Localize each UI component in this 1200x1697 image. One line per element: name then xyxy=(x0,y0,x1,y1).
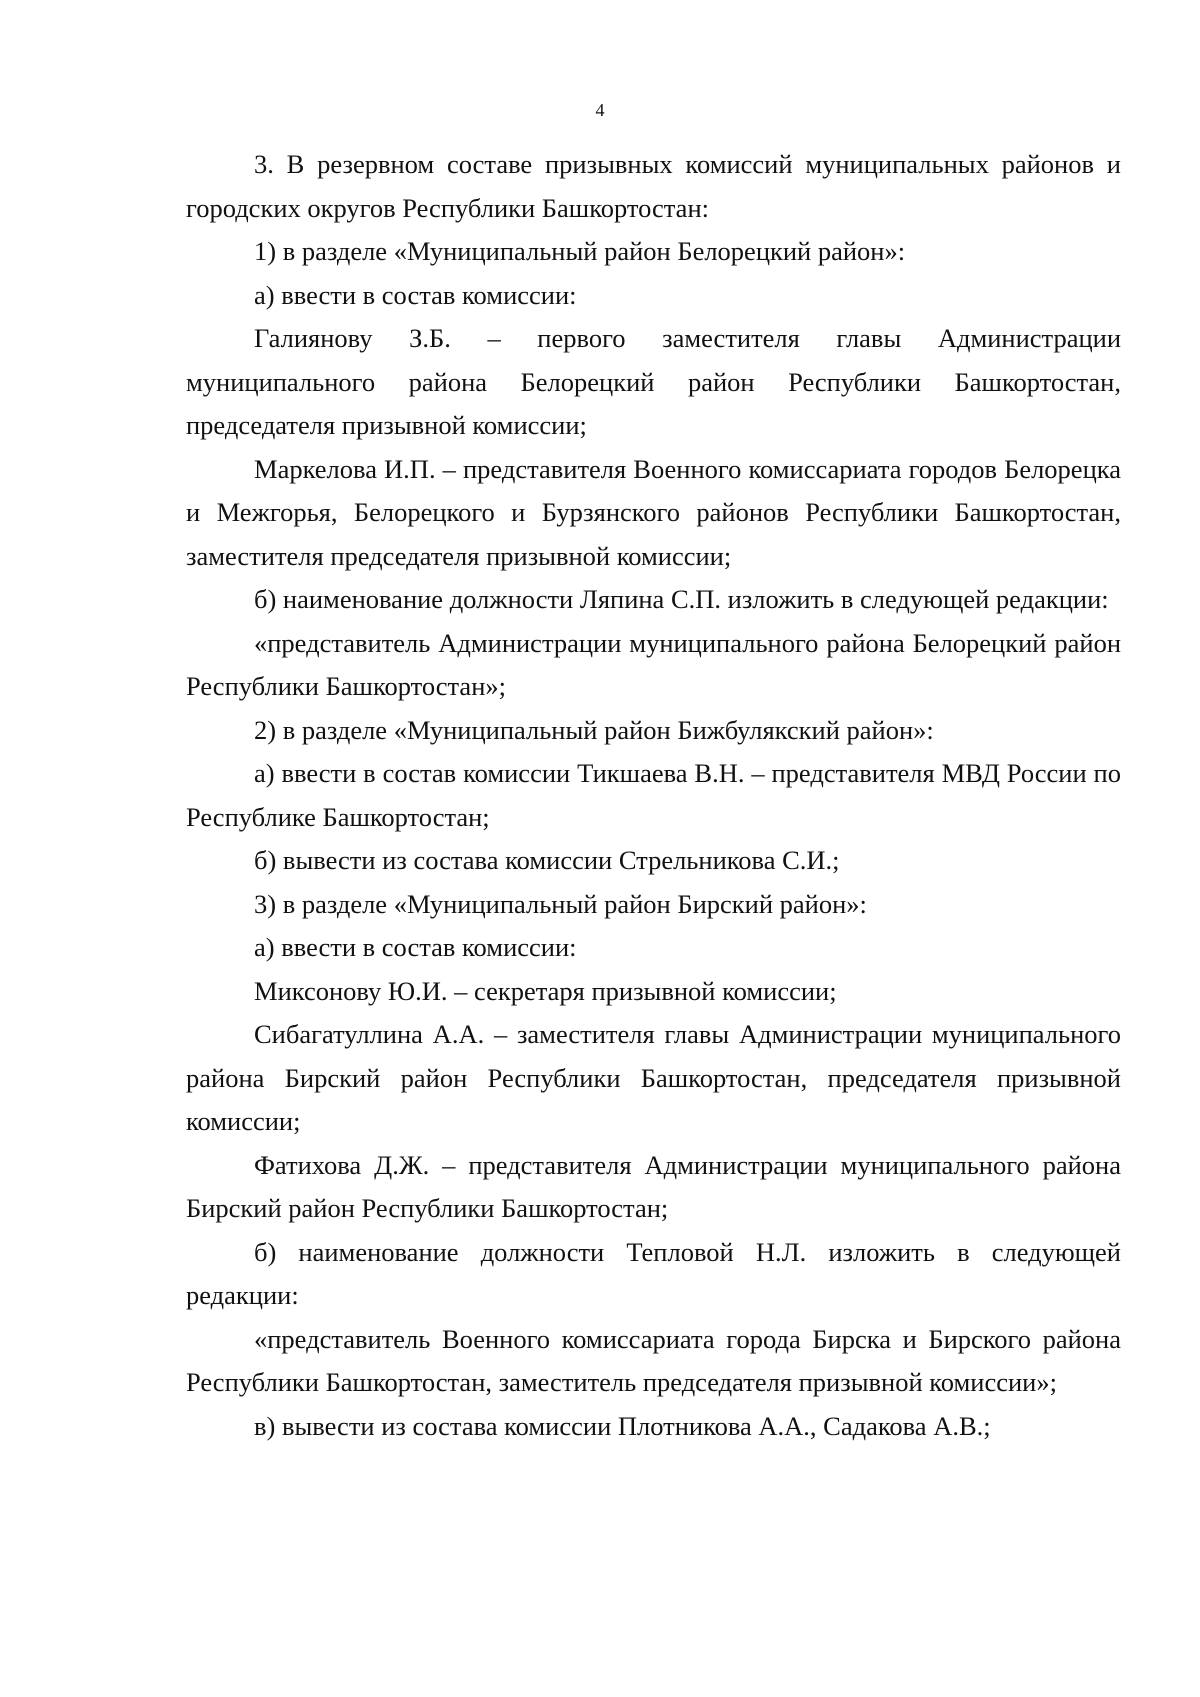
paragraph: б) наименование должности Ляпина С.П. изложить в следующей редакции: xyxy=(254,584,1109,614)
paragraph: Миксонову Ю.И. – секретаря призывной комиссии; xyxy=(254,975,837,1006)
paragraph: 3) в разделе «Муниципальный район Бирский район»: xyxy=(254,888,867,919)
document-body xyxy=(186,143,1121,1448)
paragraph: а) ввести в состав комиссии Тикшаева В.Н. – представителя МВД России по Республике Башкортостан; xyxy=(186,758,1121,832)
paragraph: Маркелова И.П. – представителя Военного комиссариата городов Белорецка и Межгорья, Белорецкого и Бурзянского районов Республики Башкортостан, заместителя председателя призывной комиссии; xyxy=(186,453,1121,571)
paragraph: Фатихова Д.Ж. – представителя Администрации муниципального района Бирский район Республики Башкортостан; xyxy=(186,1149,1121,1223)
paragraph: Сибагатуллина А.А. – заместителя главы Администрации муниципального района Бирский район Республики Башкортостан, председателя призывной комиссии; xyxy=(186,1019,1121,1136)
page-number: 4 xyxy=(595,100,605,120)
paragraph: б) вывести из состава комиссии Стрельникова С.И.; xyxy=(254,845,840,875)
paragraph: а) ввести в состав комиссии: xyxy=(254,279,577,310)
paragraph: б) наименование должности Тепловой Н.Л. изложить в следующей редакции: xyxy=(186,1236,1121,1310)
paragraph: а) ввести в состав комиссии: xyxy=(254,932,577,962)
paragraph: Галиянову З.Б. – первого заместителя главы Администрации муниципального района Белорецкий район Республики Башкортостан, председателя призывной комиссии; xyxy=(186,323,1121,440)
paragraph: «представитель Администрации муниципального района Белорецкий район Республики Башкортостан»; xyxy=(186,627,1121,701)
paragraph: 1) в разделе «Муниципальный район Белорецкий район»: xyxy=(254,236,906,266)
paragraph: в) вывести из состава комиссии Плотникова А.А., Садакова А.В.; xyxy=(254,1410,991,1441)
paragraph: 3. В резервном составе призывных комиссий муниципальных районов и городских округов Республики Башкортостан: xyxy=(186,149,1121,223)
paragraph: 2) в разделе «Муниципальный район Бижбулякский район»: xyxy=(254,714,934,745)
paragraph: «представитель Военного комиссариата города Бирска и Бирского района Республики Башкортостан, заместитель председателя призывной комиссии»; xyxy=(186,1323,1121,1397)
